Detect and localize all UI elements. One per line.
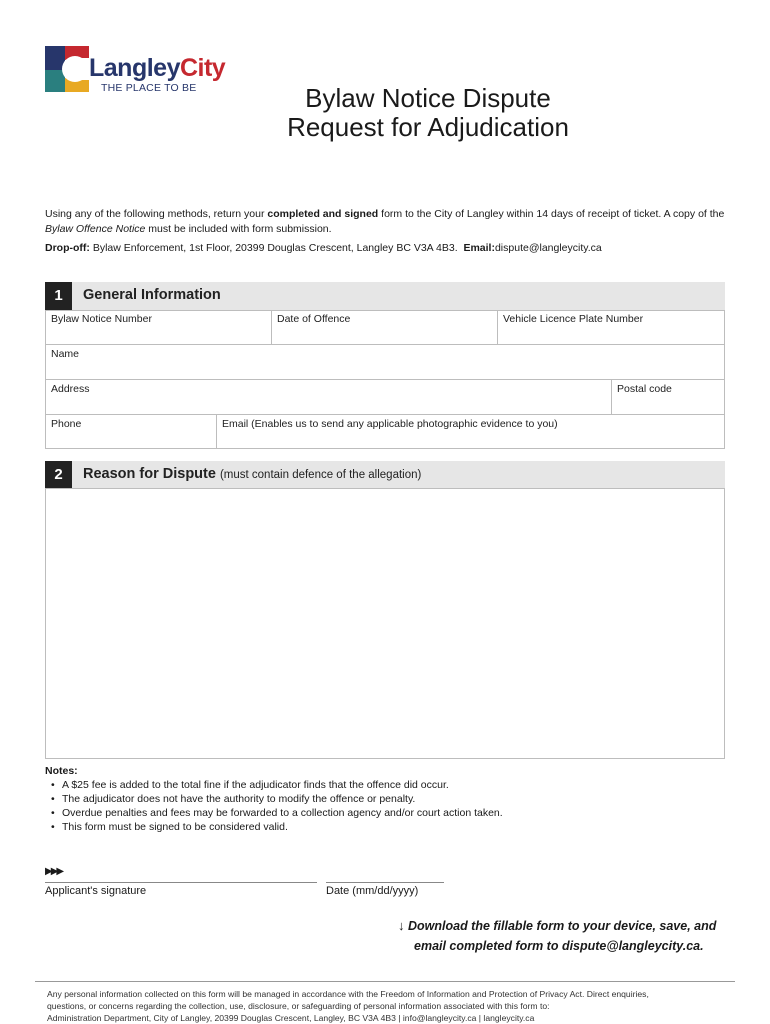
section-2-title: Reason for Dispute (must contain defence of the allegation) xyxy=(83,466,422,482)
section-1-header xyxy=(45,282,725,310)
logo-wordmark: LangleyCity xyxy=(89,54,226,82)
download-arrow-icon: ↓ xyxy=(398,918,405,933)
download-line-1: Download the fillable form to your device, save, and xyxy=(407,919,717,933)
address-label: Address xyxy=(51,383,90,395)
section-1-number: 1 xyxy=(45,282,72,310)
intro-paragraph: Using any of the following methods, return your completed and signed form to the City of Langley within 14 days of receipt of ticket. A copy of the Bylaw Offence Notice must be included with form submission. xyxy=(45,208,725,235)
phone-field[interactable] xyxy=(45,414,217,449)
section-2-number: 2 xyxy=(45,461,72,489)
dropoff-line: Drop-off: Bylaw Enforcement, 1st Floor, 20399 Douglas Crescent, Langley BC V3A 4B3. Email:dispute@langleycity.ca xyxy=(45,242,602,254)
applicant-signature-label: Applicant's signature xyxy=(45,885,147,897)
email-label: Email (Enables us to send any applicable photographic evidence to you) xyxy=(222,418,558,430)
postal-code-label: Postal code xyxy=(617,383,672,395)
langley-city-logo-icon xyxy=(43,44,93,94)
title-line-1: Bylaw Notice Dispute xyxy=(305,83,551,113)
title-line-2: Request for Adjudication xyxy=(287,112,569,142)
download-instructions xyxy=(398,916,728,956)
vehicle-plate-label: Vehicle Licence Plate Number xyxy=(503,313,644,325)
vehicle-plate-field[interactable] xyxy=(497,310,725,345)
date-of-offence-label: Date of Offence xyxy=(277,313,351,325)
notes-list xyxy=(45,778,503,834)
footer-line-1: Any personal information collected on this form will be managed in accordance with the Freedom of Information and Protection of Privacy Act. Direct enquiries, xyxy=(47,989,649,999)
postal-code-field[interactable] xyxy=(611,379,725,415)
address-field[interactable] xyxy=(45,379,612,415)
footer-line-2: questions, or concerns regarding the collection, use, disclosure, or safeguarding of personal information associated with this form to: xyxy=(47,1001,550,1011)
note-item: • Overdue penalties and fees may be forwarded to a collection agency and/or court action taken. xyxy=(45,806,503,820)
footer-divider xyxy=(35,981,735,982)
logo-tagline: THE PLACE TO BE xyxy=(101,82,197,94)
date-of-offence-field[interactable] xyxy=(271,310,498,345)
section-1-title: General Information xyxy=(83,287,221,303)
signature-date-label: Date (mm/dd/yyyy) xyxy=(326,885,419,897)
privacy-footer xyxy=(47,988,727,1024)
name-label: Name xyxy=(51,348,80,360)
name-field[interactable] xyxy=(45,344,725,380)
bylaw-notice-number-field[interactable] xyxy=(45,310,272,345)
signature-arrows-icon: ▶▶▶ xyxy=(45,866,63,877)
langley-city-logo xyxy=(43,44,226,96)
note-item: • A $25 fee is added to the total fine if the adjudicator finds that the offence did occur. xyxy=(45,778,503,792)
notes-title: Notes: xyxy=(45,765,78,777)
footer-line-3: Administration Department, City of Langley, 20399 Douglas Crescent, Langley, BC V3A 4B3 | info@langleycity.ca | langleycity.ca xyxy=(47,1013,535,1023)
note-item: • This form must be signed to be considered valid. xyxy=(45,820,503,834)
note-item: • The adjudicator does not have the authority to modify the offence or penalty. xyxy=(45,792,503,806)
section-2-header xyxy=(45,461,725,489)
bylaw-notice-number-label: Bylaw Notice Number xyxy=(51,313,152,325)
email-field[interactable] xyxy=(216,414,725,449)
reason-for-dispute-textarea[interactable] xyxy=(45,488,725,759)
form-title xyxy=(230,84,626,142)
phone-label: Phone xyxy=(51,418,82,430)
signature-date-line[interactable] xyxy=(326,882,444,883)
download-line-2: email completed form to dispute@langleycity.ca. xyxy=(414,939,704,953)
applicant-signature-line[interactable] xyxy=(45,882,317,883)
notes-section xyxy=(45,764,503,834)
